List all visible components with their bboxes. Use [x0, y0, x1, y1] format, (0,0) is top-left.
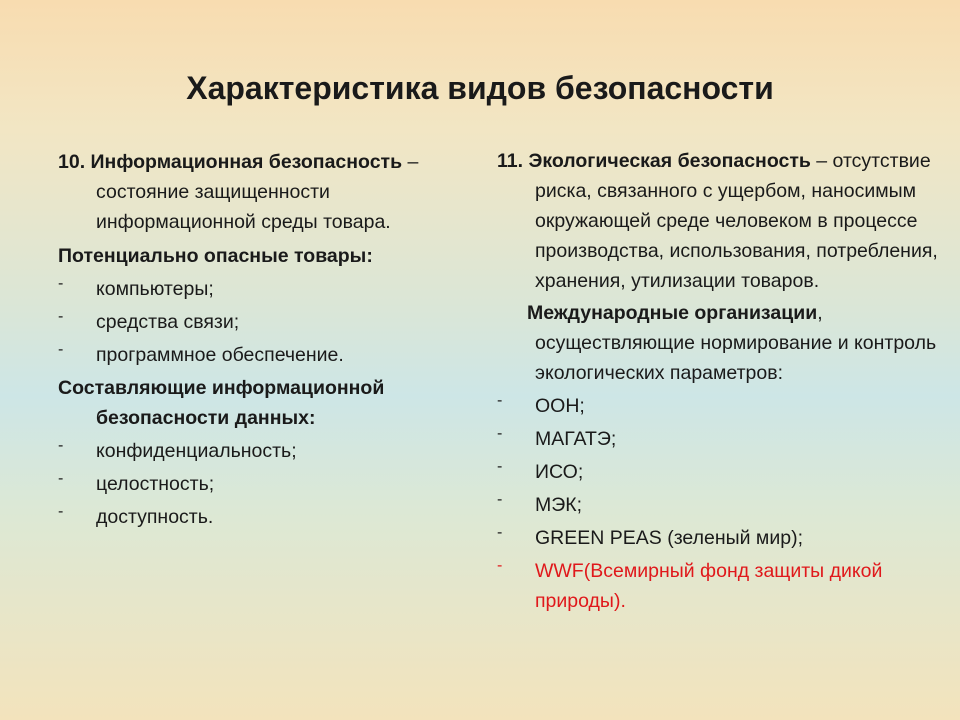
info-security-definition [58, 147, 478, 237]
eco-security-number: 11. [497, 150, 524, 172]
dash-bullet: - [497, 557, 503, 574]
dash-bullet: - [58, 275, 64, 292]
list-item-highlighted: - WWF(Всемирный фонд защиты дикой природы). [497, 556, 947, 616]
info-security-description: – состояние защищенности информационной среды товара. [96, 151, 419, 233]
dash-bullet: - [58, 437, 64, 454]
eco-security-description: – отсутствие риска, связанного с ущербом, наносимым окружающей среде человеком в процессе производства, использования, потребления, хранения, утилизации товаров. [535, 150, 938, 292]
list-item: - МАГАТЭ; [497, 424, 947, 454]
components-heading: Составляющие информационной безопасности данных: [58, 377, 385, 429]
slide-title: Характеристика видов безопасности [186, 70, 774, 106]
dash-bullet: - [497, 425, 503, 442]
international-orgs-description: , осуществляющие нормирование и контроль экологических параметров: [535, 302, 937, 384]
list-item: - ИСО; [497, 457, 947, 487]
dash-bullet: - [497, 458, 503, 475]
list-item: - конфиденциальность; [58, 436, 478, 466]
eco-security-definition [497, 146, 947, 296]
right-column [497, 146, 947, 619]
list-item: - GREEN PEAS (зеленый мир); [497, 523, 947, 553]
eco-security-term: Экологическая безопасность [528, 150, 811, 172]
list-item: - доступность. [58, 502, 478, 532]
info-security-number: 10. [58, 151, 86, 173]
list-item: - целостность; [58, 469, 478, 499]
international-orgs-heading [497, 298, 947, 388]
list-item: - средства связи; [58, 307, 478, 337]
potential-goods-heading: Потенциально опасные товары: [58, 245, 373, 267]
dash-bullet: - [497, 491, 503, 508]
dash-bullet: - [497, 524, 503, 541]
list-item: - компьютеры; [58, 274, 478, 304]
dash-bullet: - [58, 503, 64, 520]
list-item: - программное обеспечение. [58, 340, 478, 370]
dash-bullet: - [497, 392, 503, 409]
dash-bullet: - [58, 308, 64, 325]
info-security-term: Информационная безопасность [90, 151, 403, 173]
left-column [58, 147, 478, 535]
list-item: - ООН; [497, 391, 947, 421]
dash-bullet: - [58, 341, 64, 358]
international-orgs-term: Международные организации [527, 302, 818, 324]
list-item: - МЭК; [497, 490, 947, 520]
dash-bullet: - [58, 470, 64, 487]
